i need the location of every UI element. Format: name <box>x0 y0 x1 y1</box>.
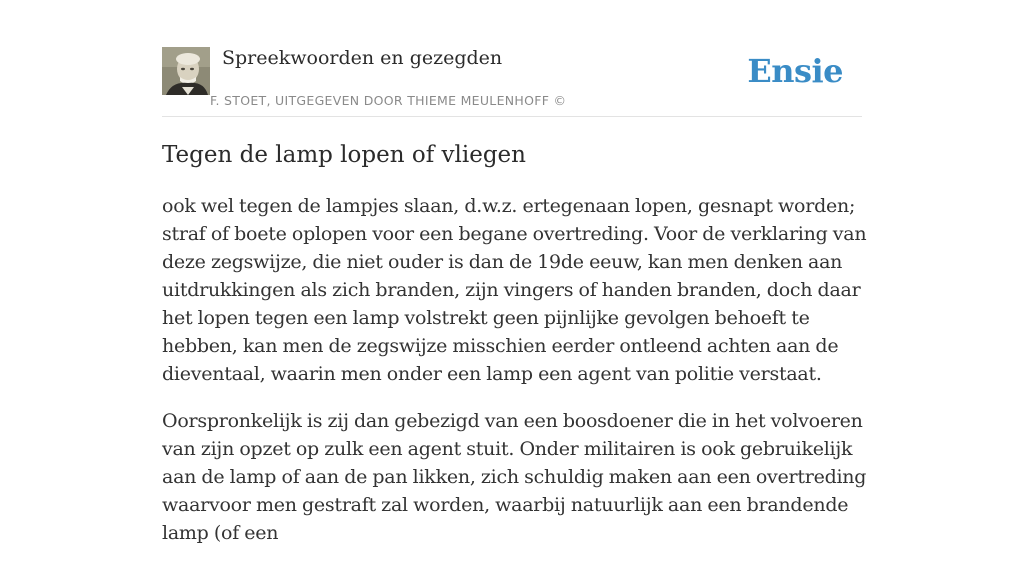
source-header <box>162 46 862 117</box>
entry-body <box>162 192 868 566</box>
author-avatar[interactable] <box>162 47 210 95</box>
portrait-image <box>162 47 210 95</box>
source-title[interactable]: Spreekwoorden en gezegden <box>222 47 503 69</box>
entry-title: Tegen de lamp lopen of vliegen <box>162 142 526 168</box>
entry-paragraph: ook wel tegen de lampjes slaan, d.w.z. ertegenaan lopen, gesnapt worden; straf of boete oplopen voor een begane overtreding. Voor de verklaring van deze zegswijze, die niet ouder is dan de 19de eeuw, kan men denken aan uitdrukkingen als zich branden, zijn vingers of handen branden, doch daar het lopen tegen een lamp volstrekt geen pijnlijke gevolgen behoeft te hebben, kan men de zegswijze misschien eerder ontleend achten aan de dieventaal, waarin men onder een lamp een agent van politie verstaat. <box>162 195 867 385</box>
ensie-logo[interactable]: Ensie <box>747 52 843 90</box>
source-credit: F. STOET, UITGEGEVEN DOOR THIEME MEULENHOFF © <box>210 93 567 108</box>
entry-paragraph: Oorspronkelijk is zij dan gebezigd van een boosdoener die in het volvoeren van zijn opzet op zulk een agent stuit. Onder militairen is ook gebruikelijk aan de lamp of aan de pan likken, zich schuldig maken aan een overtreding waarvoor men gestraft zal worden, waarbij natuurlijk aan een brandende lamp (of een <box>162 410 867 544</box>
